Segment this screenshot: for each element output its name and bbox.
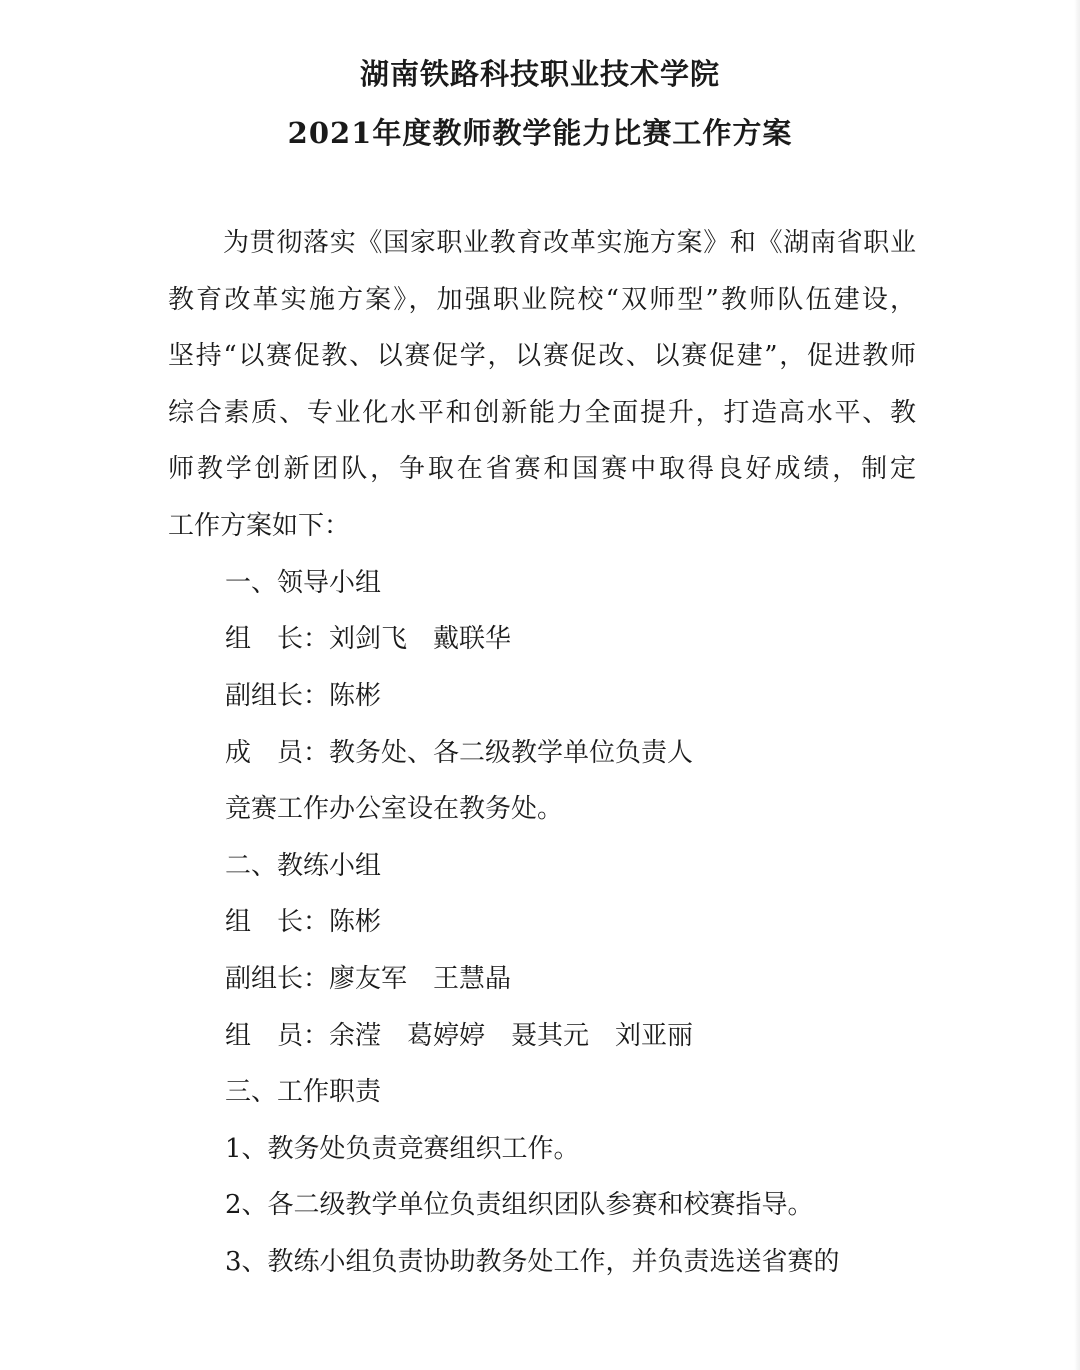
coaching-deputy: 副组长：廖友军 王慧晶	[225, 964, 512, 994]
duty-item: 3、教练小组负责协助教务处工作，并负责选送省赛的	[225, 1247, 840, 1277]
intro-paragraph-line: 坚持“以赛促教、以赛促学，以赛促改、以赛促建”，促进教师	[168, 341, 916, 371]
leadership-deputy: 副组长：陈彬	[225, 681, 382, 711]
duty-item: 2、各二级教学单位负责组织团队参赛和校赛指导。	[225, 1190, 814, 1220]
intro-paragraph-line: 为贯彻落实《国家职业教育改革实施方案》和《湖南省职业	[223, 228, 916, 258]
duty-item: 1、教务处负责竞赛组织工作。	[225, 1134, 580, 1164]
coaching-members: 组 员：余滢 葛婷婷 聂其元 刘亚丽	[225, 1021, 694, 1051]
section-heading-coaching: 二、教练小组	[225, 851, 382, 881]
page-edge-shadow	[1074, 0, 1080, 1370]
leadership-members: 成 员：教务处、各二级教学单位负责人	[225, 738, 694, 768]
leadership-leader: 组 长：刘剑飞 戴联华	[225, 624, 512, 654]
intro-paragraph-line: 教育改革实施方案》，加强职业院校“双师型”教师队伍建设，	[168, 285, 916, 315]
coaching-leader: 组 长：陈彬	[225, 907, 382, 937]
document-title-line-1: 湖南铁路科技职业技术学院	[359, 57, 720, 91]
document-title-line-2: 2021年度教师教学能力比赛工作方案	[287, 116, 793, 150]
intro-paragraph-line: 综合素质、专业化水平和创新能力全面提升，打造高水平、教	[168, 398, 916, 428]
section-heading-duties: 三、工作职责	[225, 1077, 382, 1107]
intro-paragraph-line: 工作方案如下：	[168, 511, 351, 541]
intro-paragraph-line: 师教学创新团队，争取在省赛和国赛中取得良好成绩，制定	[168, 454, 916, 484]
section-heading-leadership: 一、领导小组	[225, 568, 382, 598]
office-note: 竞赛工作办公室设在教务处。	[225, 794, 564, 824]
